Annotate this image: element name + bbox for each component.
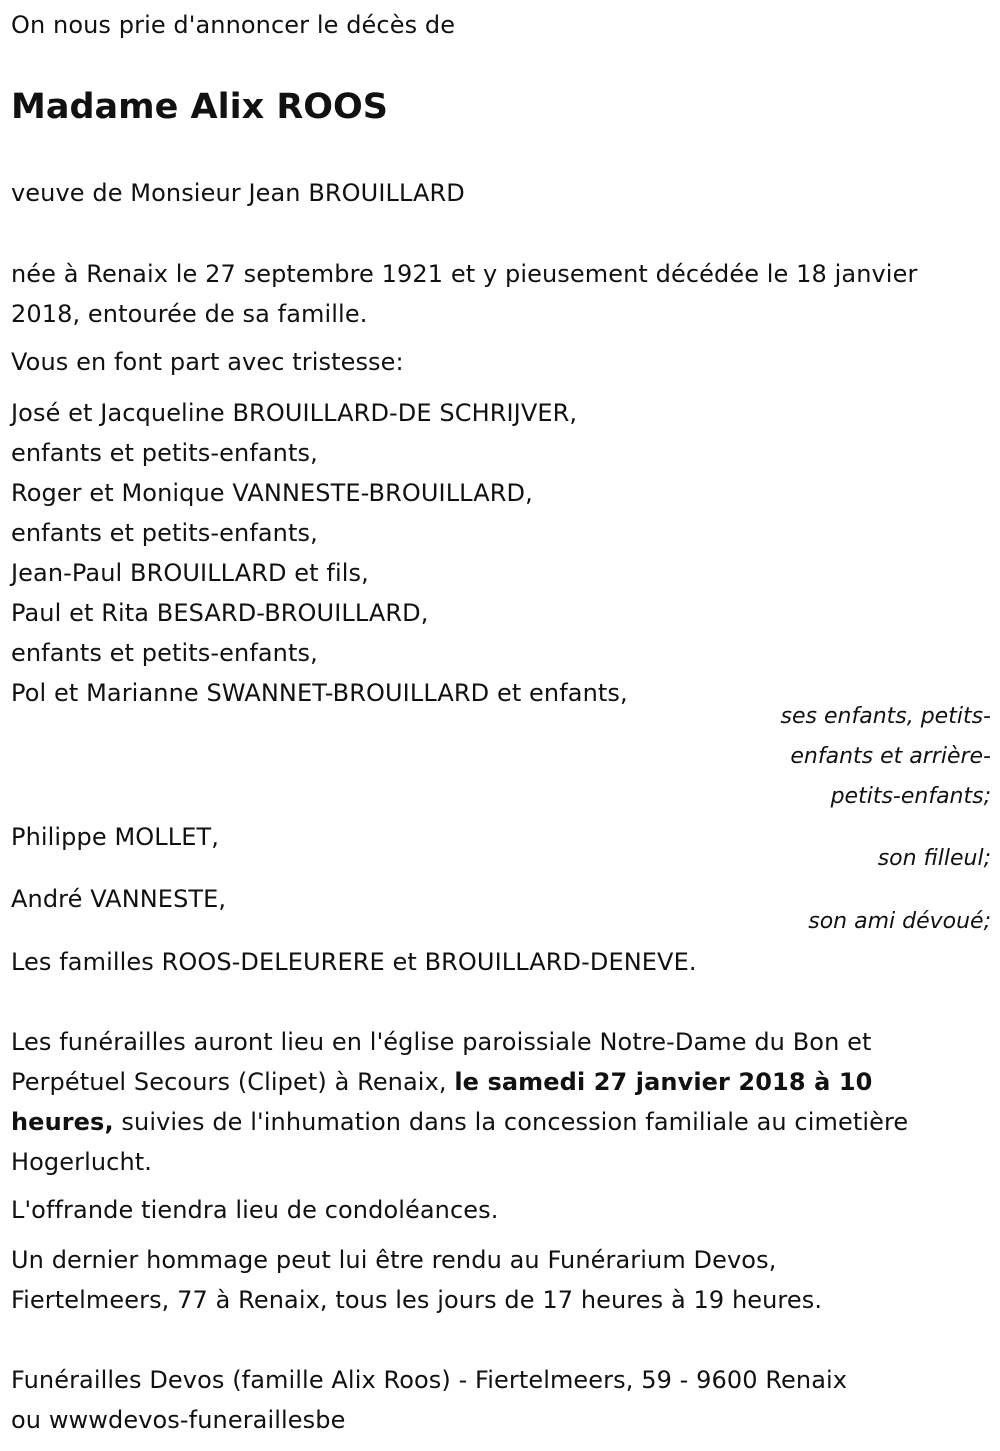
funeral-line-3 — [11, 1102, 908, 1142]
funeral-burial: suivies de l'inhumation dans la concession familiale au cimetière — [113, 1108, 909, 1136]
friend-role: son ami dévoué; — [808, 909, 991, 934]
godson-name: Philippe MOLLET, — [11, 823, 219, 851]
family-line: Pol et Marianne SWANNET-BROUILLARD et enfants, — [11, 679, 628, 707]
family-line: Jean-Paul BROUILLARD et fils, — [11, 559, 369, 587]
offering-text: L'offrande tiendra lieu de condoléances. — [11, 1196, 499, 1224]
funeral-line-2 — [11, 1062, 872, 1102]
family-line: José et Jacqueline BROUILLARD-DE SCHRIJVER, — [11, 399, 578, 427]
children-role-line: petits-enfants; — [830, 784, 991, 809]
deceased-name: Madame Alix ROOS — [11, 87, 389, 127]
birth-death-line-2: 2018, entourée de sa famille. — [11, 300, 368, 328]
contact-line-2: ou wwwdevos-funeraillesbe — [11, 1406, 346, 1434]
funeral-line-1: Les funérailles auront lieu en l'église paroissiale Notre-Dame du Bon et — [11, 1028, 872, 1056]
homage-line-1: Un dernier hommage peut lui être rendu au Funérarium Devos, — [11, 1246, 777, 1274]
family-line: enfants et petits-enfants, — [11, 519, 318, 547]
family-line: Paul et Rita BESARD-BROUILLARD, — [11, 599, 429, 627]
family-line: enfants et petits-enfants, — [11, 639, 318, 667]
funeral-time: heures, — [11, 1108, 114, 1136]
announcers-intro: Vous en font part avec tristesse: — [11, 348, 404, 376]
contact-line-1: Funérailles Devos (famille Alix Roos) - Fiertelmeers, 59 - 9600 Renaix — [11, 1366, 848, 1394]
families-text: Les familles ROOS-DELEURERE et BROUILLARD-DENEVE. — [11, 948, 697, 976]
funeral-place: Perpétuel Secours (Clipet) à Renaix, — [11, 1068, 455, 1096]
children-role-line: ses enfants, petits- — [780, 704, 991, 729]
godson-role: son filleul; — [877, 846, 991, 871]
homage-line-2: Fiertelmeers, 77 à Renaix, tous les jours de 17 heures à 19 heures. — [11, 1286, 823, 1314]
birth-death-line-1: née à Renaix le 27 septembre 1921 et y pieusement décédée le 18 janvier — [11, 260, 918, 288]
family-line: Roger et Monique VANNESTE-BROUILLARD, — [11, 479, 533, 507]
intro-text: On nous prie d'annoncer le décès de — [11, 11, 456, 39]
friend-name: André VANNESTE, — [11, 885, 227, 913]
widow-of-text: veuve de Monsieur Jean BROUILLARD — [11, 179, 465, 207]
funeral-date: le samedi 27 janvier 2018 à 10 — [454, 1068, 873, 1096]
family-line: enfants et petits-enfants, — [11, 439, 318, 467]
funeral-line-4: Hogerlucht. — [11, 1148, 153, 1176]
children-role-line: enfants et arrière- — [790, 744, 991, 769]
